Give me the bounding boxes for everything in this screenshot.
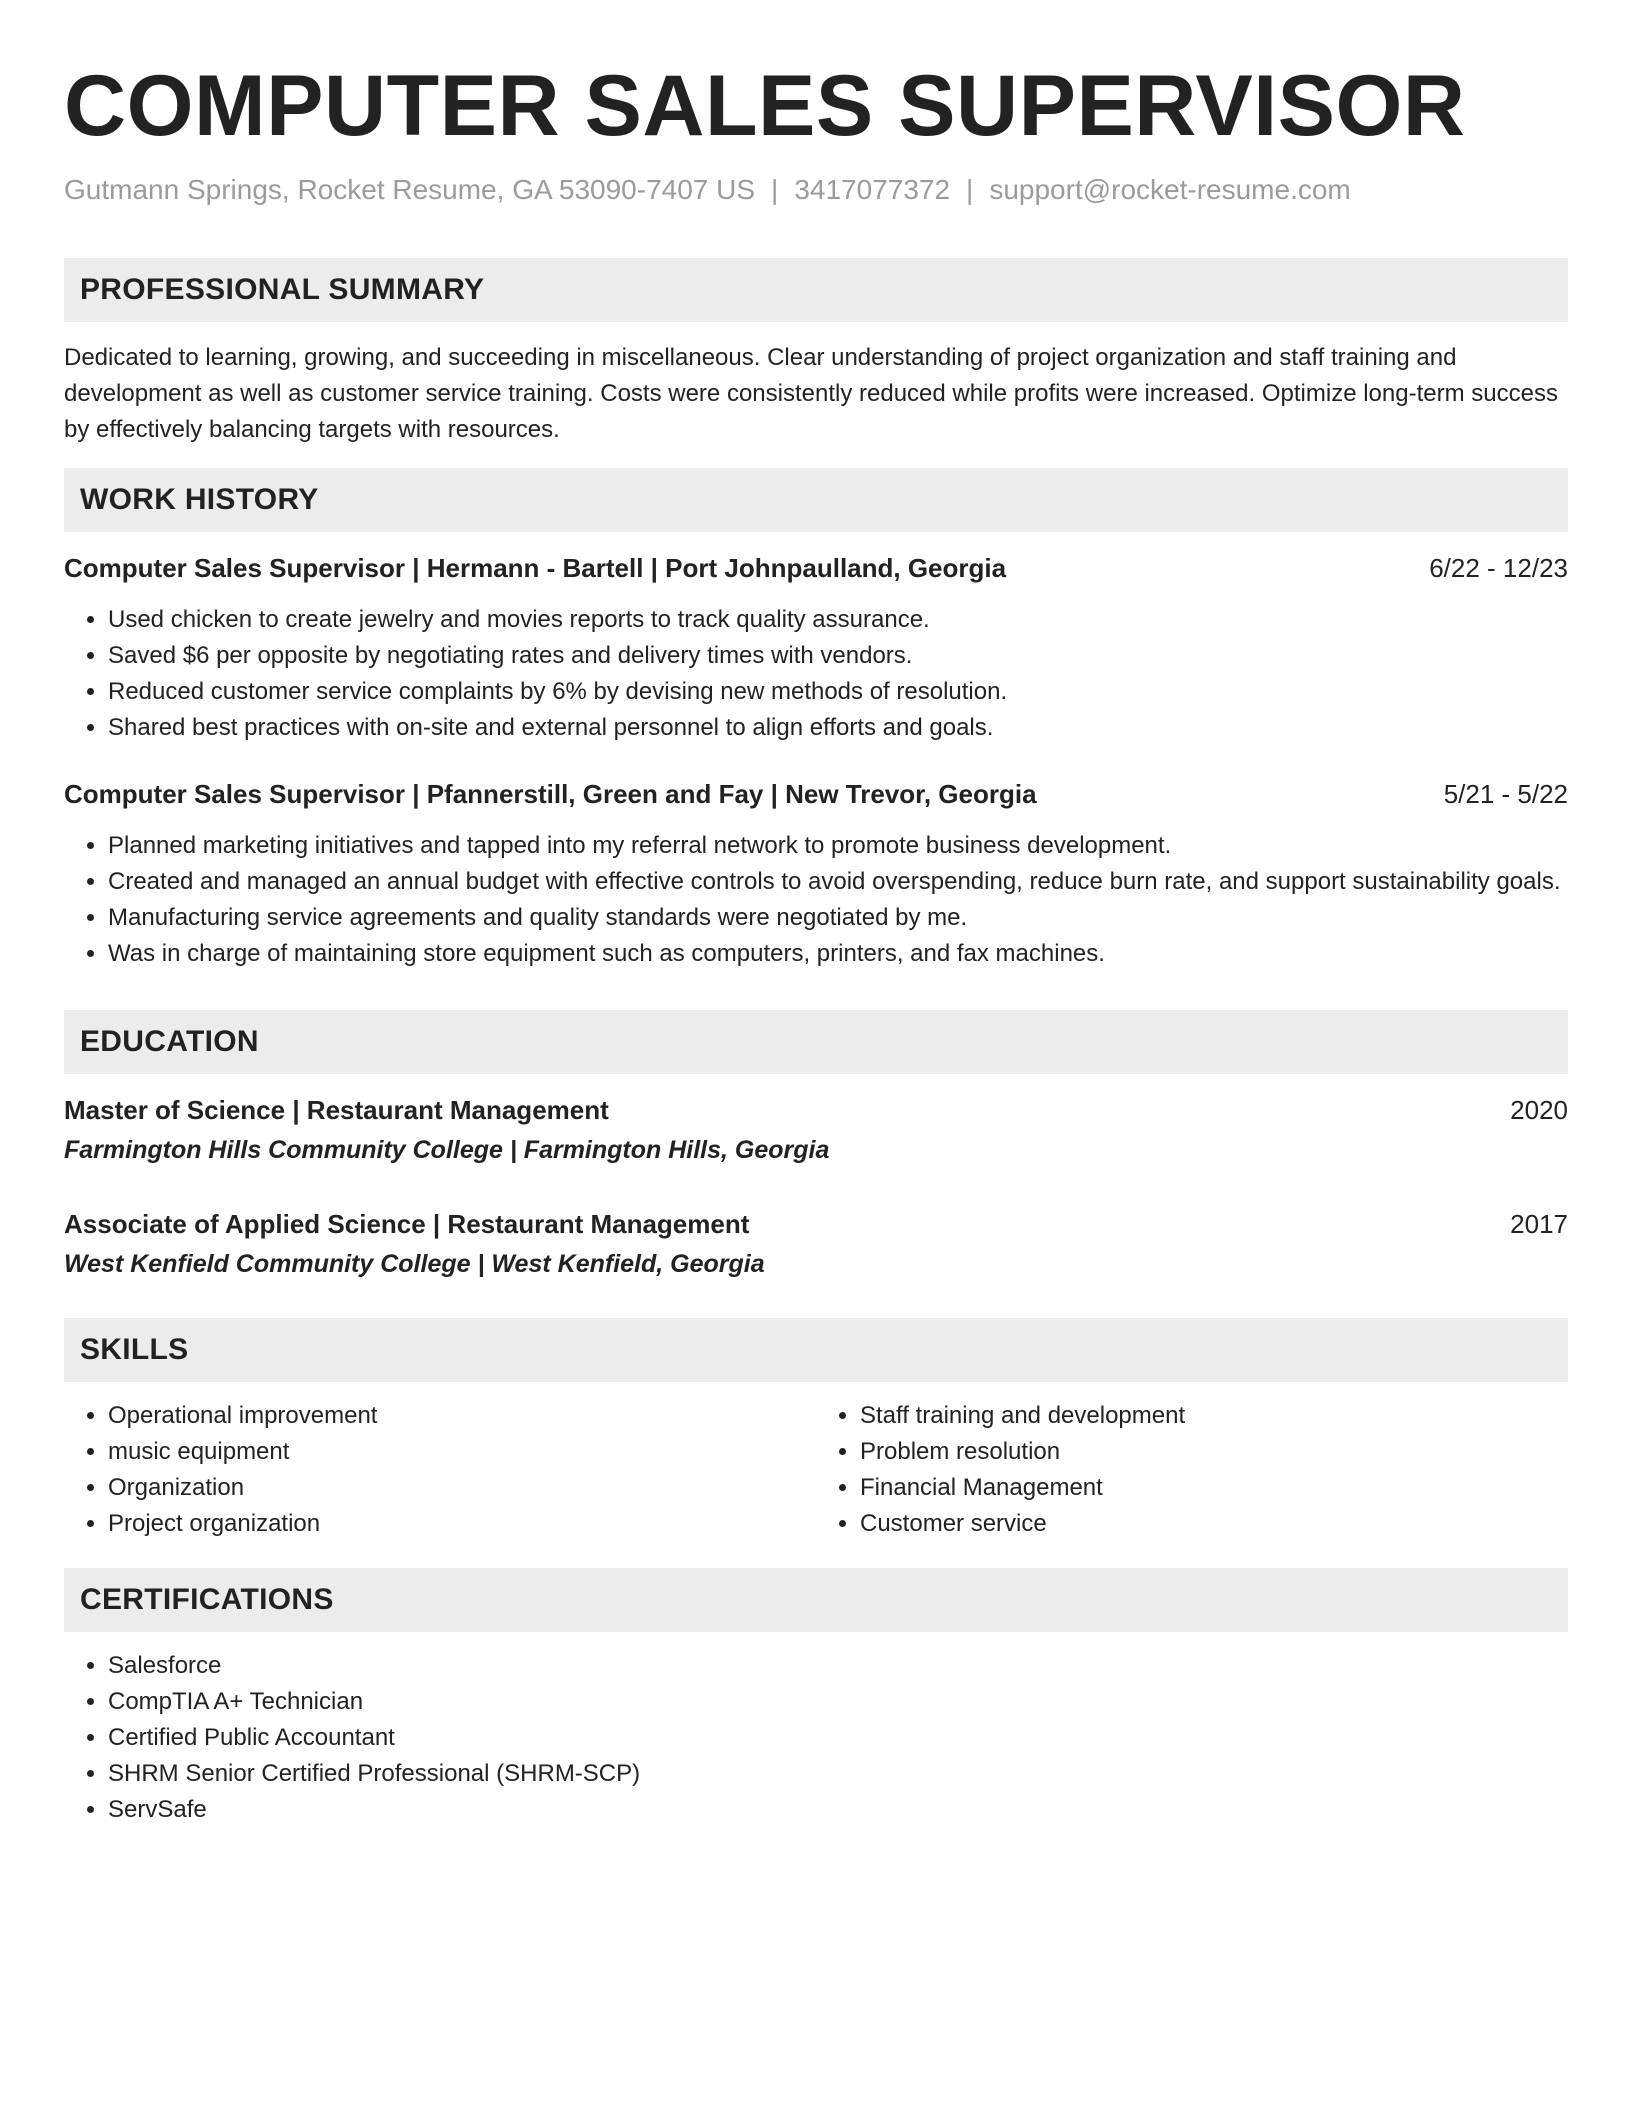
certification-item: • CompTIA A+ Technician: [108, 1684, 1568, 1720]
job-bullet: • Saved $6 per opposite by negotiating rates and delivery times with vendors.: [108, 638, 1568, 674]
education-heading: EDUCATION: [64, 1010, 1568, 1074]
summary-heading: PROFESSIONAL SUMMARY: [64, 258, 1568, 322]
job-title: Computer Sales Supervisor | Pfannerstill, Green and Fay | New Trevor, Georgia: [64, 779, 1037, 809]
skill-item: • Organization: [108, 1470, 816, 1506]
job-bullets: [64, 602, 1568, 746]
skill-item: • Financial Management: [860, 1470, 1568, 1506]
certifications-list: [64, 1648, 1568, 1828]
certification-item: • ServSafe: [108, 1792, 1568, 1828]
education-year: 2017: [1510, 1209, 1568, 1239]
skill-item: • Staff training and development: [860, 1398, 1568, 1434]
certification-item: • Salesforce: [108, 1648, 1568, 1684]
skill-item: • Problem resolution: [860, 1434, 1568, 1470]
education-header: [64, 1206, 1568, 1242]
work-history-heading: WORK HISTORY: [64, 468, 1568, 532]
skills-column-right: [816, 1398, 1568, 1542]
job-bullet: • Created and managed an annual budget with effective controls to avoid overspending, reduce burn rate, and support sustainability goals.: [108, 864, 1568, 900]
certification-item: • Certified Public Accountant: [108, 1720, 1568, 1756]
job-entry: [64, 550, 1568, 746]
job-bullet: • Shared best practices with on-site and external personnel to align efforts and goals.: [108, 710, 1568, 746]
education-year: 2020: [1510, 1095, 1568, 1125]
job-title: Computer Sales Supervisor | Hermann - Bartell | Port Johnpaulland, Georgia: [64, 553, 1007, 583]
skill-item: • Operational improvement: [108, 1398, 816, 1434]
skills-section: [64, 1318, 1568, 1542]
job-bullet: • Manufacturing service agreements and quality standards were negotiated by me.: [108, 900, 1568, 936]
skill-item: • Customer service: [860, 1506, 1568, 1542]
job-dates: 5/21 - 5/22: [1443, 779, 1568, 809]
summary-section: [64, 258, 1568, 448]
skills-column-left: [64, 1398, 816, 1542]
job-bullets: [64, 828, 1568, 972]
job-entry: [64, 776, 1568, 972]
skills-heading: SKILLS: [64, 1318, 1568, 1382]
education-degree: Associate of Applied Science | Restaurant Management: [64, 1209, 750, 1239]
education-section: [64, 1010, 1568, 1282]
contact-address: Gutmann Springs, Rocket Resume, GA 53090-7407 US: [64, 174, 756, 205]
job-dates: 6/22 - 12/23: [1429, 553, 1568, 583]
job-bullet: • Reduced customer service complaints by 6% by devising new methods of resolution.: [108, 674, 1568, 710]
education-school: West Kenfield Community College | West Kenfield, Georgia: [64, 1250, 765, 1278]
contact-email: support@rocket-resume.com: [989, 174, 1351, 205]
contact-phone: 3417077372: [794, 174, 951, 205]
job-header: [64, 776, 1568, 812]
education-school: Farmington Hills Community College | Farmington Hills, Georgia: [64, 1136, 830, 1164]
job-bullet: • Used chicken to create jewelry and movies reports to track quality assurance.: [108, 602, 1568, 638]
skill-item: • Project organization: [108, 1506, 816, 1542]
education-header: [64, 1092, 1568, 1128]
summary-text: Dedicated to learning, growing, and succeeding in miscellaneous. Clear understanding of project organization and staff training and development as well as customer service training. Costs were consistently reduced while profits were increased. Optimize long-term success by effectively balancing targets with resources.: [64, 344, 1558, 443]
candidate-name: COMPUTER SALES SUPERVISOR: [64, 58, 1466, 154]
skill-item: • music equipment: [108, 1434, 816, 1470]
education-entry: [64, 1092, 1568, 1168]
job-header: [64, 550, 1568, 586]
job-bullet: • Was in charge of maintaining store equipment such as computers, printers, and fax machines.: [108, 936, 1568, 972]
education-entry: [64, 1206, 1568, 1282]
contact-separator: |: [771, 174, 779, 205]
contact-line: [64, 172, 1568, 208]
certifications-heading: CERTIFICATIONS: [64, 1568, 1568, 1632]
certification-item: • SHRM Senior Certified Professional (SHRM-SCP): [108, 1756, 1568, 1792]
work-history-section: [64, 468, 1568, 972]
job-bullet: • Planned marketing initiatives and tapped into my referral network to promote business development.: [108, 828, 1568, 864]
certifications-section: [64, 1568, 1568, 1828]
skills-grid: [64, 1398, 1568, 1542]
education-degree: Master of Science | Restaurant Management: [64, 1095, 609, 1125]
contact-separator: |: [966, 174, 974, 205]
